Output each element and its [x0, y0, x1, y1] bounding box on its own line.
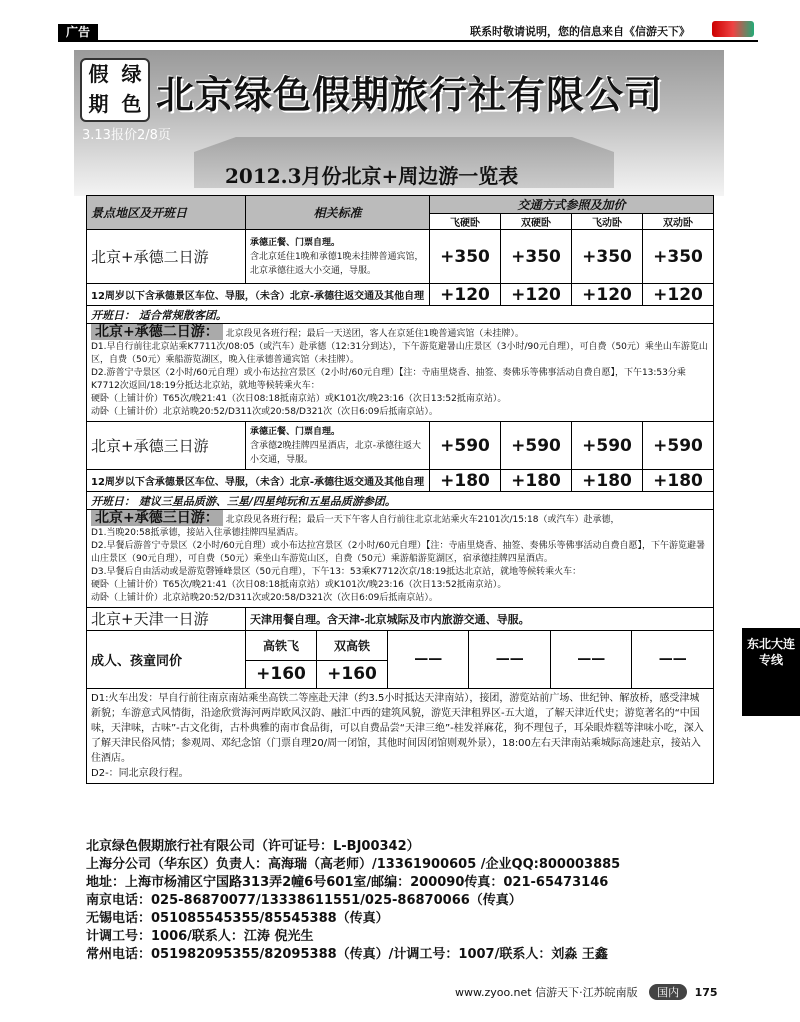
empty-cell: ——	[632, 630, 714, 688]
logo-char: 绿	[121, 62, 142, 86]
tour-standard	[246, 422, 430, 470]
footer-site: www.zyoo.net	[455, 986, 532, 999]
footer-mag: 信游天下·江苏皖南版	[535, 986, 638, 999]
itinerary-line: D1.当晚20:58抵承德，接站入住承德挂牌四星酒店。	[91, 528, 304, 538]
departure-day: 开班日： 适合常规散客团。	[87, 306, 714, 324]
contact-line: 南京电话：025-86870077/13338611551/025-86870066（传真）	[86, 893, 522, 908]
logo-char: 色	[121, 92, 142, 116]
std-bold: 承德正餐、门票自理。	[250, 237, 341, 248]
child-price-cell: +180	[643, 470, 714, 492]
tour-table-section	[86, 195, 714, 784]
price-cell: +350	[643, 230, 714, 284]
green-holiday-logo	[80, 58, 150, 122]
itinerary-line: 硬卧（上铺计价）T65次/晚21:41（次日08:18抵南京站）或K101次/晚23:16（次日13:52抵南京站）。	[91, 394, 507, 404]
contact-line: 常州电话：051982095355/82095388（传真）/计调工号：1007/联系人：刘淼 王鑫	[86, 947, 608, 962]
price-cell: +350	[501, 230, 572, 284]
transport-col: 飞硬卧	[430, 214, 501, 230]
contact-block	[86, 838, 714, 964]
option-label: 双高铁	[317, 630, 388, 660]
price-cell: +350	[572, 230, 643, 284]
itinerary-title: 北京+承德二日游：	[91, 324, 223, 340]
tour-standard	[246, 230, 430, 284]
child-note: 12周岁以下含承德景区车位、导服，（未含）北京-承德往返交通及其他自理	[87, 470, 430, 492]
empty-cell: ——	[469, 630, 550, 688]
col-std-header: 相关标准	[246, 196, 430, 230]
child-price-cell: +120	[501, 284, 572, 306]
top-bar	[0, 0, 800, 44]
std-text: 含北京延住1晚和承德1晚未挂牌普通宾馆，北京承德往返大小交通，导服。	[250, 251, 424, 276]
tour-name: 北京+承德二日游	[87, 230, 246, 284]
price-note: 3.13报价2/8页	[82, 128, 171, 143]
itinerary-block	[87, 688, 714, 783]
tour-name: 北京+承德三日游	[87, 422, 246, 470]
departure-day: 开班日： 建议三星品质游、三星/四星纯玩和五星品质游参团。	[87, 492, 714, 510]
child-price-cell: +120	[643, 284, 714, 306]
price-cell: +160	[246, 660, 317, 688]
itinerary-intro: 北京段见各班行程；最后一天下午客人自行前往北京北站乘火车2101次/15:18（或汽车）赴承德，	[225, 515, 620, 525]
child-price-cell: +180	[572, 470, 643, 492]
itinerary-intro: 北京段见各班行程；最后一天送团，客人在京延住1晚普通宾馆（未挂牌）。	[225, 329, 524, 339]
top-divider	[58, 40, 758, 42]
transport-col: 双硬卧	[501, 214, 572, 230]
child-price-cell: +180	[430, 470, 501, 492]
contact-line: 计调工号：1006/联系人：江涛 倪光生	[86, 929, 314, 944]
contact-line: 北京绿色假期旅行社有限公司（许可证号：L-BJ00342）	[86, 839, 420, 854]
tour-name: 北京+天津一日游	[87, 608, 246, 630]
magazine-logo-icon	[712, 21, 754, 37]
itinerary-line: D2.游普宁寺景区（2小时/60元自理）或小布达拉宫景区（2小时/60元自理）【注：寺庙里烧香、抽签、奏佛乐等佛事活动自费自愿】，下午13:53分乘K7712次返回/18:19分抵达北京站，就地等候转乘火车：	[91, 368, 686, 391]
itinerary-line: 动卧（上铺计价）北京站晚20:52/D311次或20:58/D321次（次日6:09后抵南京站）。	[91, 593, 438, 603]
ad-label: 广告	[58, 24, 98, 41]
price-cell: +590	[643, 422, 714, 470]
itinerary-line: D2.早餐后游普宁寺景区（2小时/60元自理）或小布达拉宫景区（2小时/60元自理）【注：寺庙里烧香、抽签、奏佛乐等佛事活动自费自愿】，下午游览避暑山庄景区（90元自理），可自费（50元）乘坐山车游览山区，自费（50元）乘游船游览湖区，宿承德挂牌四星酒店。	[91, 541, 705, 564]
itinerary-line: D3.早餐后自由活动或是游览磬锤峰景区（50元自理），下午13：53乘K7712次京/18:19抵达北京站，就地等候转乘火车：	[91, 567, 582, 577]
price-cell: +160	[317, 660, 388, 688]
option-label: 高铁飞	[246, 630, 317, 660]
itinerary-line: D1:火车出发：早自行前往南京南站乘坐高铁二等座赴天津（约3.5小时抵达天津南站），接团，游览站前广场、世纪钟、解放桥，感受津城新貌；车游意式风情街，沿途欣赏海河两岸欧风汉韵、融汇中西的建筑风貌，游览天津租界区-五大道，了解天津近代史；游览著名的“中国味，天津味，古味”-古文化街，古朴典雅的南市食品街，可以自费品尝“天津三绝”-桂发祥麻花，狗不理包子，耳朵眼炸糕等津味小吃，深入了解天津民俗风情；参观周、邓纪念馆（门票自理20/周一闭馆，其他时间因闭馆则观外景），18:00左右天津南站乘城际高速赴京，接站入住酒店。	[91, 692, 704, 764]
col-transport-header: 交通方式参照及加价	[430, 196, 714, 214]
company-title: 北京绿色假期旅行社有限公司	[156, 73, 664, 117]
contact-line: 上海分公司（华东区）负责人：高海瑞（高老师）/13361900605 /企业QQ:800003885	[86, 857, 621, 872]
child-price-cell: +120	[430, 284, 501, 306]
child-price-cell: +120	[572, 284, 643, 306]
contact-line: 地址：上海市杨浦区宁国路313弄2幢6号601室/邮编：200090传真：021-65473146	[86, 875, 609, 890]
price-cell: +590	[430, 422, 501, 470]
footer	[455, 984, 718, 1000]
transport-col: 飞动卧	[572, 214, 643, 230]
child-price-cell: +180	[501, 470, 572, 492]
side-tab-northeast-dalian: 东北大连专线	[742, 628, 800, 716]
std-bold: 承德正餐、门票自理。	[250, 426, 341, 437]
itinerary-line: 硬卧（上铺计价）T65次/晚21:41（次日08:18抵南京站）或K101次/晚23:16（次日13:52抵南京站）。	[91, 580, 507, 590]
tour-price-table	[86, 195, 714, 608]
std-text: 含承德2晚挂牌四星酒店，北京-承德往返大小交通，导服。	[250, 440, 421, 465]
price-group: 成人、孩童同价	[87, 630, 246, 688]
section-badge: 国内	[649, 984, 687, 1000]
itinerary-title: 北京+承德三日游：	[91, 510, 223, 526]
empty-cell: ——	[388, 630, 469, 688]
contact-line: 无锡电话：051085545355/85545388（传真）	[86, 911, 389, 926]
contact-note: 联系时敬请说明，您的信息来自《信游天下》	[470, 25, 690, 38]
tianjin-tour-table	[86, 608, 714, 784]
itinerary-block	[87, 324, 714, 422]
itinerary-line: D2-：同北京段行程。	[91, 767, 189, 779]
price-cell: +350	[430, 230, 501, 284]
col-area-header: 景点地区及开班日	[87, 196, 246, 230]
price-cell: +590	[572, 422, 643, 470]
itinerary-line: D1.早自行前往北京站乘K7711次/08:05（或汽车）赴承德（12:31分到达），下午游览避暑山庄景区（3小时/90元自理），可自费（50元）乘坐山车游览山区，自费（50元）乘船游览湖区，晚入住承德普通宾馆（未挂牌）。	[91, 342, 708, 365]
itinerary-line: 动卧（上铺计价）北京站晚20:52/D311次或20:58/D321次（次日6:09后抵南京站）。	[91, 407, 438, 417]
logo-char: 期	[88, 92, 109, 116]
list-title: 2012.3月份北京+周边游一览表	[225, 164, 519, 188]
tour-standard: 天津用餐自理。含天津-北京城际及市内旅游交通、导服。	[246, 608, 714, 630]
itinerary-block	[87, 510, 714, 608]
logo-char: 假	[88, 62, 109, 86]
price-cell: +590	[501, 422, 572, 470]
page-number: 175	[694, 986, 718, 999]
child-note: 12周岁以下含承德景区车位、导服，（未含）北京-承德往返交通及其他自理	[87, 284, 430, 306]
empty-cell: ——	[550, 630, 631, 688]
transport-col: 双动卧	[643, 214, 714, 230]
